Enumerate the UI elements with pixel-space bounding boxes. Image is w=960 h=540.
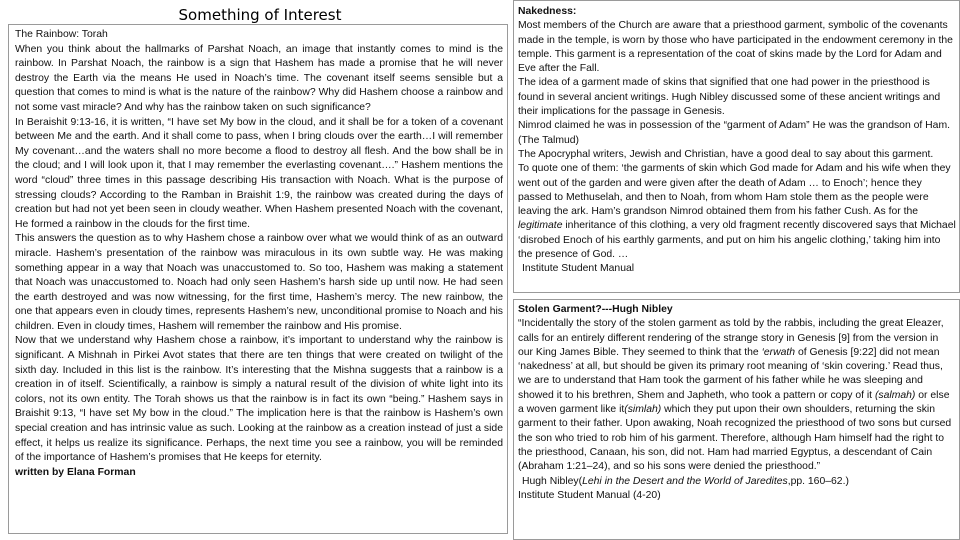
- nakedness-text-box: [513, 0, 960, 293]
- left-paragraph-1: When you think about the hallmarks of Parshat Noach, an image that instantly comes to mind is the rainbow. In Parshat Noach, the rainbow is a sign that Hashem has made a promise that he will never destroy the Earth via the means He used in Noach’s time. The covenant itself seems sensible but a question that comes to mind is what is the nature of the rainbow? Why did Hashem choose a rainbow and not some vast miracle? And why has the rainbow taken on such significance?: [15, 43, 503, 113]
- quote-text-a: To quote one of them: ‘the garments of skin which God made for Adam and his wife when they went out of the garden and were given after the death of Adam … to Enoch’; hence they passed to Methuselah, and then to Noah, from whom Ham stole them as the people were leaving the ark. Ham’s grandson Nimrod obtained them from his father Cush. As for the: [518, 163, 951, 218]
- nakedness-paragraph-3: Nimrod claimed he was in possession of the “garment of Adam” He was the grandson of Ham. (The Talmud): [518, 120, 950, 146]
- quote-text-b: inheritance of this clothing, a very old fragment recently discovered says that Michael ‘disrobed Enoch of his earthly garments, and put on him his angelic clothing,’ taking him into the presence of God. …: [518, 220, 956, 261]
- cite-text-a: Hugh Nibley(: [522, 475, 583, 487]
- quote-italic-legitimate: legitimate: [518, 220, 563, 232]
- stolen-garment-source: Institute Student Manual (4-20): [518, 489, 661, 501]
- cite-italic-title: Lehi in the Desert and the World of Jaredites: [582, 475, 788, 487]
- slide-title: Something of Interest: [178, 6, 342, 24]
- torah-rainbow-text-box: [8, 24, 508, 534]
- sg-italic-salmah: (salmah): [874, 389, 916, 401]
- nakedness-paragraph-2: The idea of a garment made of skins that signified that one had power in the priesthood is found in several ancient writings. Hugh Nibley discussed some of these ancient writings and their implications for the passage in Genesis.: [518, 77, 941, 118]
- left-heading: The Rainbow: Torah: [15, 29, 108, 40]
- nakedness-source: Institute Student Manual: [522, 263, 635, 275]
- left-paragraph-3: This answers the question as to why Hashem chose a rainbow over what we would think of as an outward miracle. Hashem’s presentation of the rainbow was miraculous in its own subtle way. He was making something appear in a way that Noach was unaccustomed to. So too, Hashem was making a statement that Noach was unaccustomed to. Noach had only seen Hashem’s harsh side up until now. He had seen the earth destroyed and was now witnessing, for the first time, Hashem’s mercy. The new rainbow, the one that appears even in cloudy times, represents Hashem’s new, unconditional promise to Noach and his children. Even in cloudy times, Hashem will remember the rainbow and His promise.: [15, 233, 503, 332]
- nibley-citation: [518, 475, 956, 489]
- nakedness-quote-paragraph: [518, 162, 956, 262]
- sg-text-b: of Genesis [9:22] did not mean ‘nakedness’ at all, but should be given its primary root meaning of ‘skin covering.’ Read thus, we are to understand that Ham took the garment of his father while he was sleeping and showed it to his brethren, Shem and Japheth, who took a pattern or copy of it: [518, 346, 943, 401]
- stolen-garment-text-box: [513, 299, 960, 540]
- stolen-garment-heading: Stolen Garment?---Hugh Nibley: [518, 304, 673, 315]
- stolen-garment-quote: [518, 317, 956, 474]
- nakedness-paragraph-1: Most members of the Church are aware that a priesthood garment, symbolic of the covenants made in the temple, is worn by those who have participated in the endowment ceremony in the temple. This garment is a representation of the coat of skins made by the Lord for Adam and Eve after the Fall.: [518, 20, 953, 75]
- nakedness-heading: Nakedness:: [518, 6, 577, 17]
- sg-italic-simlah: (simlah): [624, 404, 662, 416]
- cite-text-b: ,pp. 160–62.): [787, 475, 849, 487]
- sg-text-a: “Incidentally the story of the stolen garment as told by the rabbis, including the great Eleazer, calls for an entirely different rendering of the strange story in Genesis [9] from the version in our King James Bible. They seemed to think that the: [518, 318, 944, 358]
- sg-italic-erwath: ‘erwath: [761, 346, 796, 358]
- sg-text-c: or else a woven garment like it: [518, 389, 950, 416]
- left-paragraph-4: Now that we understand why Hashem chose a rainbow, it’s important to understand why the rainbow is significant. A Mishnah in Pirkei Avot states that there are ten things that were created on twilight of the sixth day. Included in this list is the rainbow. It’s interesting that the Mishna suggests that a rainbow is a creation in of itself. Scientifically, a rainbow is simply a natural result of the division of white light into its colors, not its own entity. The Torah shows us that the rainbow is in fact its own “being.” Hashem says in Braishit 9:13, “I have set My bow in the cloud.” The implication here is that the rainbow is Hashem’s own special creation and has intrinsic value as such. Looking at the rainbow as a creation instead of just a side effect, it helps us realize its significance. Perhaps, the next time you see a rainbow, you will be reminded of the importance of Hashem’s promises that He keeps for eternity.: [15, 335, 503, 464]
- sg-text-d: which they put upon their own shoulders, returning the skin garment to their father. Upon awaking, Noah recognized the priesthood of two sons but cursed the son who tried to rob him of his garment. Therefore, although Ham himself had the right to the priesthood, Canaan, his son, did not. Ham had married Egyptus, a descendant of Cain (Abraham 1:21–24), and so his sons were denied the priesthood.”: [518, 404, 952, 473]
- author-credit: written by Elana Forman: [15, 466, 136, 478]
- left-paragraph-2: In Beraishit 9:13-16, it is written, “I have set My bow in the cloud, and it shall be for a token of a covenant between Me and the earth. And it shall come to pass, when I bring clouds over the earth…I will remember My covenant…and the waters shall no more become a flood to destroy all flesh. And the bow shall be in the cloud; and I will look upon it, that I may remember the everlasting covenant….” Hashem mentions the word “cloud” three times in this passage describing His transaction with Noach. What is the purpose of stressing clouds? According to the Ramban in Braishit 1:9, the rainbow was created during the days of creation but had not yet been seen in cloudy weather. When Hashem presented Noach with the covenant, He formed a rainbow in the clouds for the first time.: [15, 116, 503, 230]
- nakedness-paragraph-4: The Apocryphal writers, Jewish and Christian, have a good deal to say about this garment.: [518, 148, 934, 160]
